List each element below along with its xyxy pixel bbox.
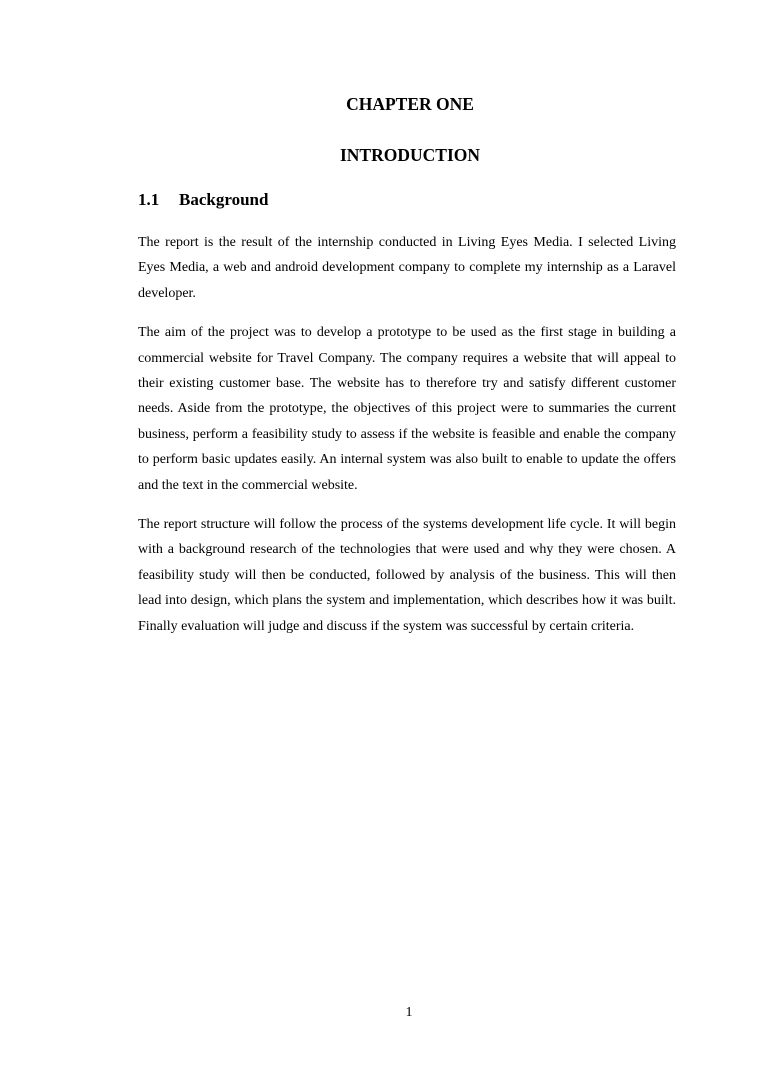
section-number: 1.1 [138, 190, 160, 209]
section-title: Background [179, 190, 269, 209]
chapter-title: INTRODUCTION [339, 145, 481, 165]
paragraph-project-aim: The aim of the project was to develop a prototype to be used as the first stage in building a commercial website for Travel Company. The company requires a website that will appeal to their existing customer base. The website has to therefore try and satisfy different customer needs. Aside from the prototype, the objectives of this project were to summaries the current business, perform a feasibility study to assess if the website is feasible and enable the company to perform basic updates easily. An internal system was also built to enable to update the offers and the text in the commercial website. [138, 325, 676, 493]
paragraph-internship: The report is the result of the internship conducted in Living Eyes Media. I selected Living Eyes Media, a web and android development company to complete my internship as a Laravel developer. [138, 235, 676, 301]
paragraph-report-structure: The report structure will follow the process of the systems development life cycle. It will begin with a background research of the technologies that were used and why they were chosen. A feasibility study will then be conducted, followed by analysis of the business. This will then lead into design, which plans the system and implementation, which describes how it was built. Finally evaluation will judge and discuss if the system was successful by certain criteria. [138, 517, 676, 634]
chapter-label: CHAPTER ONE [346, 94, 474, 114]
page-number: 1 [405, 1005, 413, 1020]
body-text [138, 230, 676, 653]
section-heading [138, 188, 268, 212]
